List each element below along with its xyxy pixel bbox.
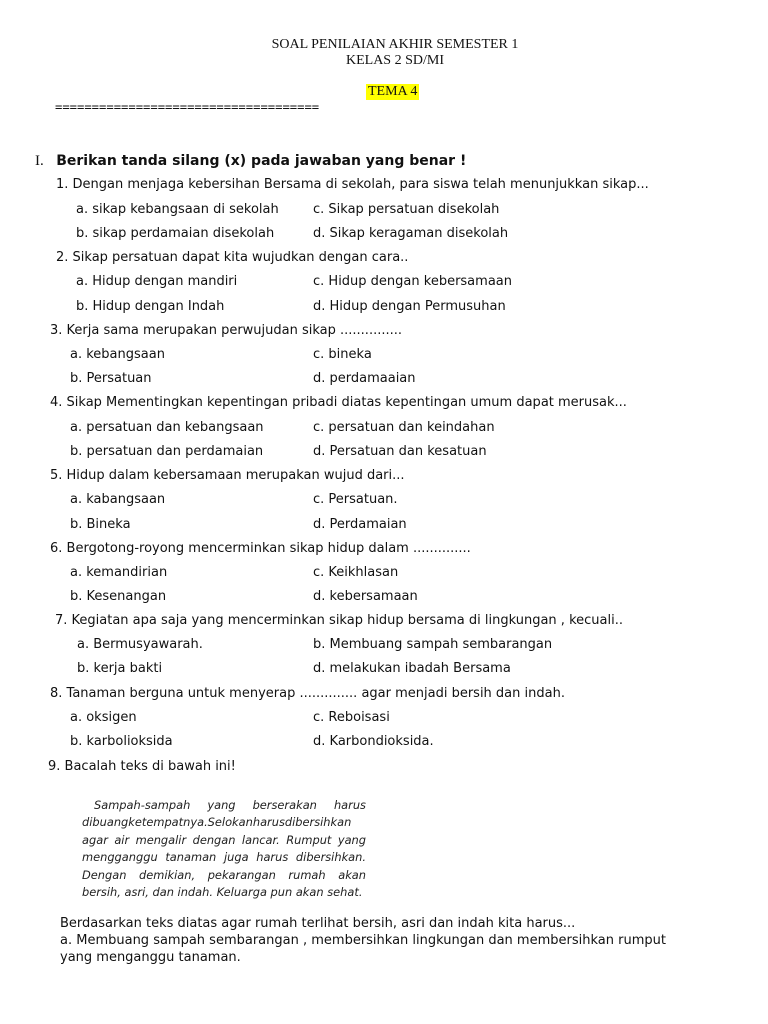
question-8-option-b: b. karbolioksida [70,734,173,749]
question-8-option-a: a. oksigen [70,710,137,725]
section-instruction: Berikan tanda silang (x) pada jawaban yang benar ! [56,153,467,169]
question-3-option-b: b. Persatuan [70,371,152,386]
theme-label: TEMA 4 [368,84,418,99]
question-3: 3. Kerja sama merupakan perwujudan sikap ............... [50,323,402,338]
question-9: 9. Bacalah teks di bawah ini! [48,759,236,774]
question-5-option-a: a. kabangsaan [70,492,166,507]
question-6-option-a: a. kemandirian [70,565,168,580]
question-5: 5. Hidup dalam kebersamaan merupakan wujud dari... [50,468,405,483]
section-heading [35,153,466,170]
passage-text: Sampah-sampah yang berserakan harus dibuangketempatnya.Selokanharusdibersihkan agar air mengalir dengan lancar. Rumput yang mengganggu tanaman juga harus dibersihkan. Dengan demikian, pekarangan rumah akan bersih, asri, dan indah. Keluarga pun akan sehat. [82,798,366,900]
question-7-option-b: b. Membuang sampah sembarangan [313,637,553,652]
followup-question: Berdasarkan teks diatas agar rumah terlihat bersih, asri dan indah kita harus... [60,916,576,931]
question-6: 6. Bergotong-royong mencerminkan sikap hidup dalam .............. [50,541,471,556]
question-7: 7. Kegiatan apa saja yang mencerminkan sikap hidup bersama di lingkungan , kecuali.. [55,613,623,628]
question-7-option-a: a. Bermusyawarah. [77,637,203,652]
question-1-option-b: b. sikap perdamaian disekolah [76,226,275,241]
question-2-option-c: c. Hidup dengan kebersamaan [313,274,512,289]
question-2-option-d: d. Hidup dengan Permusuhan [313,299,506,314]
question-8-option-d: d. Karbondioksida. [313,734,434,749]
question-5-option-c: c. Persatuan. [313,492,398,507]
question-4-option-c: c. persatuan dan keindahan [313,420,495,435]
question-4-option-b: b. persatuan dan perdamaian [70,444,264,459]
class-label: KELAS 2 SD/MI [345,53,444,68]
question-6-option-d: d. kebersamaan [313,589,418,604]
followup-option-a: a. Membuang sampah sembarangan , membersihkan lingkungan dan membersihkan rumput yang menganggu tanaman. [60,933,666,965]
question-7-option-d: d. melakukan ibadah Bersama [313,661,511,676]
section-number: I. [35,153,44,169]
question-2-option-a: a. Hidup dengan mandiri [76,274,238,289]
question-8: 8. Tanaman berguna untuk menyerap .............. agar menjadi bersih dan indah. [50,686,565,701]
question-2: 2. Sikap persatuan dapat kita wujudkan dengan cara.. [56,250,409,265]
question-8-option-c: c. Reboisasi [313,710,390,725]
question-4-option-a: a. persatuan dan kebangsaan [70,420,264,435]
divider-rule: ==================================== [55,100,320,114]
question-6-option-c: c. Keikhlasan [313,565,399,580]
question-7-option-b2: b. kerja bakti [77,661,163,676]
exam-title: SOAL PENILAIAN AKHIR SEMESTER 1 [271,37,519,52]
question-1-option-d: d. Sikap keragaman disekolah [313,226,509,241]
question-4: 4. Sikap Mementingkan kepentingan pribadi diatas kepentingan umum dapat merusak... [50,395,627,410]
question-3-option-a: a. kebangsaan [70,347,165,362]
question-1-option-a: a. sikap kebangsaan di sekolah [76,202,279,217]
question-6-option-b: b. Kesenangan [70,589,167,604]
question-4-option-d: d. Persatuan dan kesatuan [313,444,487,459]
question-1-option-c: c. Sikap persatuan disekolah [313,202,500,217]
question-2-option-b: b. Hidup dengan Indah [76,299,225,314]
reading-passage [82,797,366,901]
question-3-option-d: d. perdamaaian [313,371,416,386]
question-5-option-d: d. Perdamaian [313,517,407,532]
question-3-option-c: c. bineka [313,347,372,362]
question-1: 1. Dengan menjaga kebersihan Bersama di sekolah, para siswa telah menunjukkan sikap... [56,177,649,192]
question-5-option-b: b. Bineka [70,517,131,532]
